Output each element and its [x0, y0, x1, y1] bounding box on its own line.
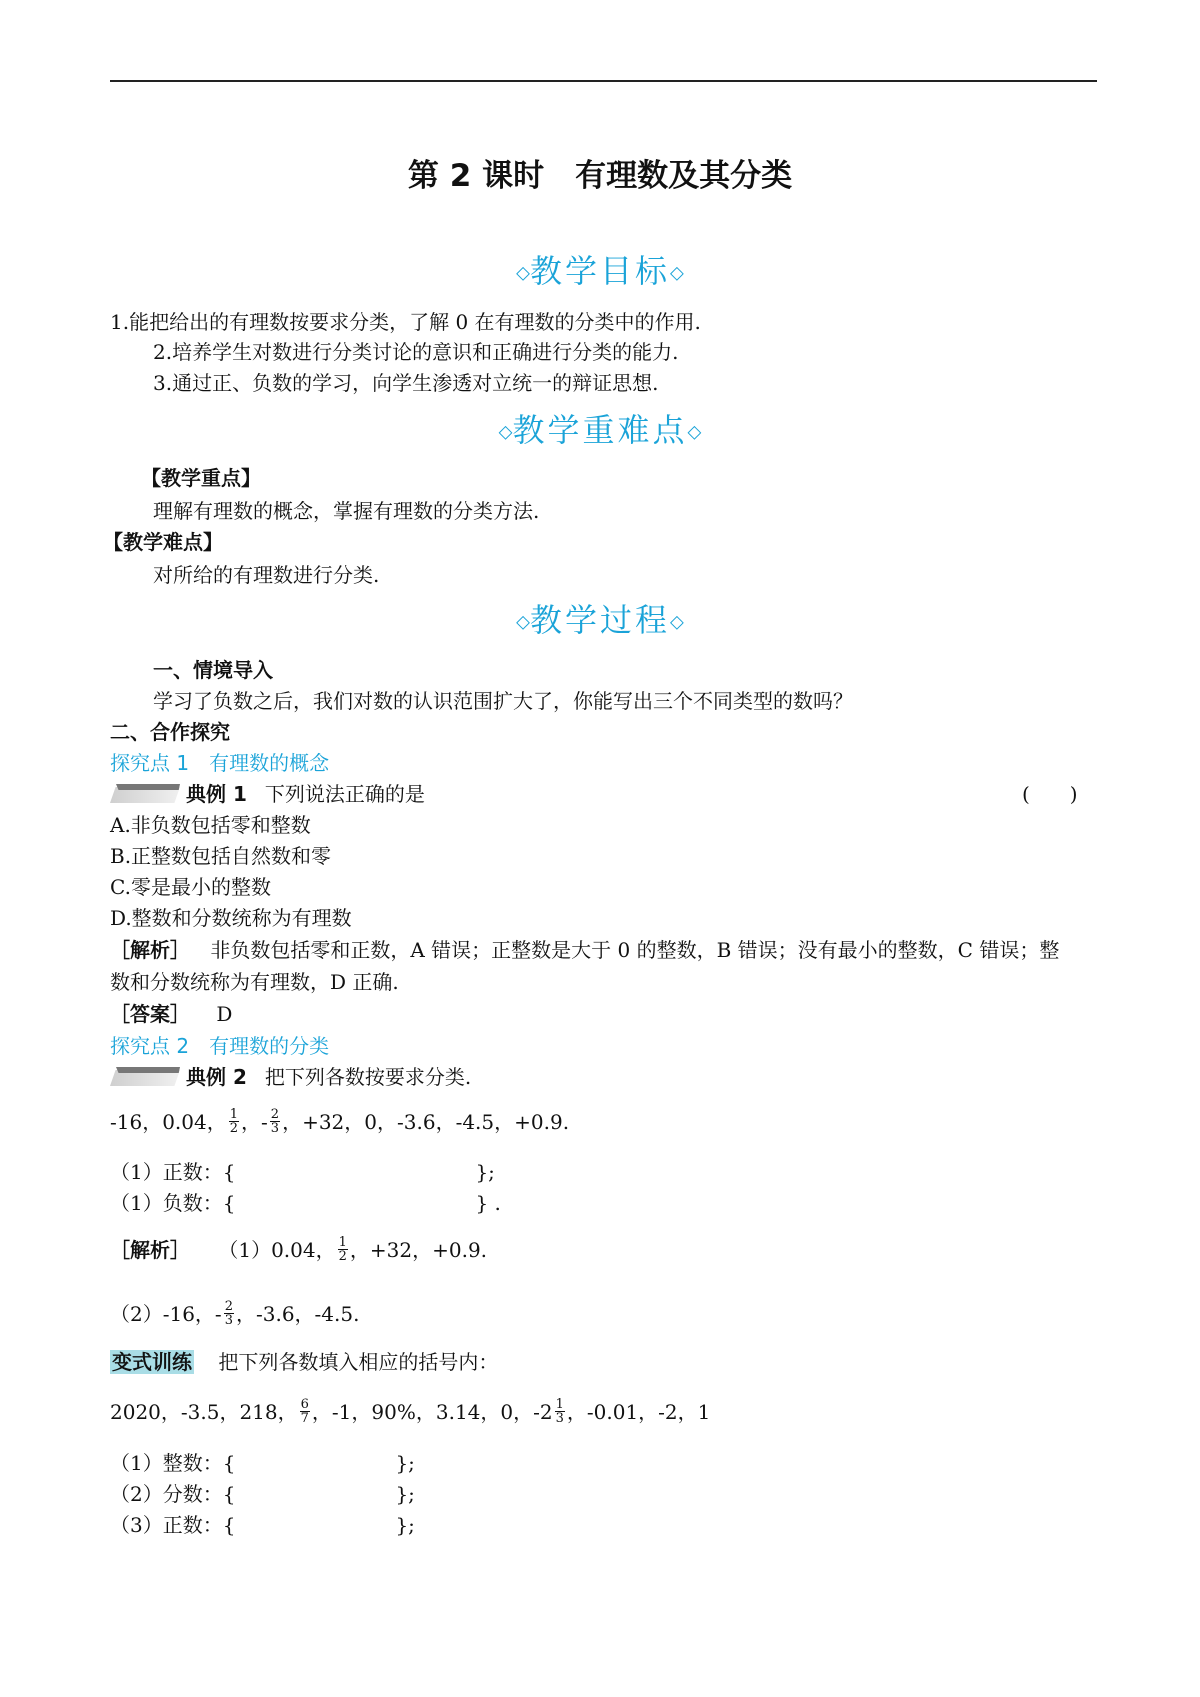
diamond-icon: ◇	[516, 262, 530, 284]
example-2-label: 典例 2	[186, 1065, 247, 1089]
variant-label: 变式训练	[112, 1350, 192, 1374]
focus-label: 【教学重点】	[141, 466, 261, 490]
analysis-1-line-2: 数和分数统称为有理数，D 正确.	[110, 970, 399, 994]
diamond-icon: ◇	[670, 262, 684, 284]
explore-heading: 二、合作探究	[110, 720, 230, 744]
variant-training	[110, 1350, 498, 1374]
section-heading-key-points: ◇教学重难点◇	[498, 411, 702, 449]
variant-integers: （1）整数：{ };	[110, 1451, 415, 1475]
fraction: $\frac{2}{3}$	[224, 1299, 233, 1328]
diamond-icon: ◇	[687, 421, 702, 443]
fraction: $\frac{2}{3}$	[270, 1107, 280, 1136]
variant-positives: （3）正数：{ };	[110, 1513, 415, 1537]
diamond-icon: ◇	[516, 611, 530, 633]
answer-paren: ( )	[1022, 782, 1078, 806]
fraction: $\frac{6}{7}$	[300, 1397, 309, 1426]
example-2-text: 把下列各数按要求分类.	[264, 1065, 472, 1089]
goal-item-3: 3.通过正、负数的学习，向学生渗透对立统一的辩证思想.	[153, 371, 659, 395]
intro-text: 学习了负数之后，我们对数的认识范围扩大了，你能写出三个不同类型的数吗？	[153, 689, 853, 713]
difficulty-label: 【教学难点】	[103, 530, 223, 554]
example-1-header	[110, 782, 425, 806]
analysis-label: ［解析］	[110, 1238, 190, 1262]
fraction: $\frac{1}{2}$	[229, 1107, 239, 1136]
fraction: $\frac{1}{2}$	[338, 1235, 347, 1264]
analysis-2-line-2: （2）-16，- $\frac{2}{3}$ ，-3.6，-4.5.	[110, 1299, 360, 1328]
answer-1	[110, 1002, 232, 1026]
fraction: $\frac{1}{3}$	[555, 1397, 564, 1426]
goal-item-1: 1.能把给出的有理数按要求分类，了解 0 在有理数的分类中的作用.	[110, 310, 701, 334]
example-2-header	[110, 1065, 471, 1089]
option-d: D.整数和分数统称为有理数	[110, 906, 352, 930]
header-rule	[110, 80, 1097, 82]
option-a: A.非负数包括零和整数	[110, 813, 311, 837]
example-tab-icon	[110, 784, 180, 804]
focus-text: 理解有理数的概念，掌握有理数的分类方法.	[153, 499, 540, 523]
analysis-label: ［解析］	[110, 938, 190, 962]
answer-value: D	[216, 1002, 233, 1026]
question-negative: （1）负数：{ } .	[110, 1191, 501, 1215]
variant-text: 把下列各数填入相应的括号内：	[218, 1350, 499, 1374]
explore-point-2: 探究点 2 有理数的分类	[110, 1034, 330, 1058]
example-1-label: 典例 1	[186, 782, 247, 806]
variant-numbers: 2020，-3.5，218， $\frac{6}{7}$ ，-1，90%，3.14，0，-2 $\frac{1}{3}$ ，-0.01，-2，1	[110, 1397, 711, 1426]
intro-heading: 一、情境导入	[153, 658, 273, 682]
option-c: C.零是最小的整数	[110, 875, 271, 899]
section-heading-goals: ◇教学目标◇	[516, 252, 684, 290]
example-1-text: 下列说法正确的是	[264, 782, 425, 806]
example-tab-icon	[110, 1067, 180, 1087]
diamond-icon: ◇	[498, 421, 513, 443]
example-2-numbers: -16，0.04， $\frac{1}{2}$ ，- $\frac{2}{3}$ ，+32，0，-3.6，-4.5，+0.9.	[110, 1107, 570, 1136]
analysis-2-line-1: ［解析］ （1）0.04， $\frac{1}{2}$ ，+32，+0.9.	[110, 1235, 488, 1264]
option-b: B.正整数包括自然数和零	[110, 844, 332, 868]
question-positive: （1）正数：{ };	[110, 1160, 495, 1184]
difficulty-text: 对所给的有理数进行分类.	[153, 563, 380, 587]
analysis-1-line-1: ［解析］ 非负数包括零和正数，A 错误；正整数是大于 0 的整数，B 错误；没有最小的整数，C 错误；整	[110, 938, 1060, 962]
page-title: 第 2 课时 有理数及其分类	[407, 158, 793, 194]
answer-label: ［答案］	[110, 1002, 190, 1026]
goal-item-2: 2.培养学生对数进行分类讨论的意识和正确进行分类的能力.	[153, 340, 679, 364]
section-heading-process: ◇教学过程◇	[516, 601, 684, 639]
variant-fractions: （2）分数：{ };	[110, 1482, 415, 1506]
diamond-icon: ◇	[670, 611, 684, 633]
explore-point-1: 探究点 1 有理数的概念	[110, 751, 330, 775]
